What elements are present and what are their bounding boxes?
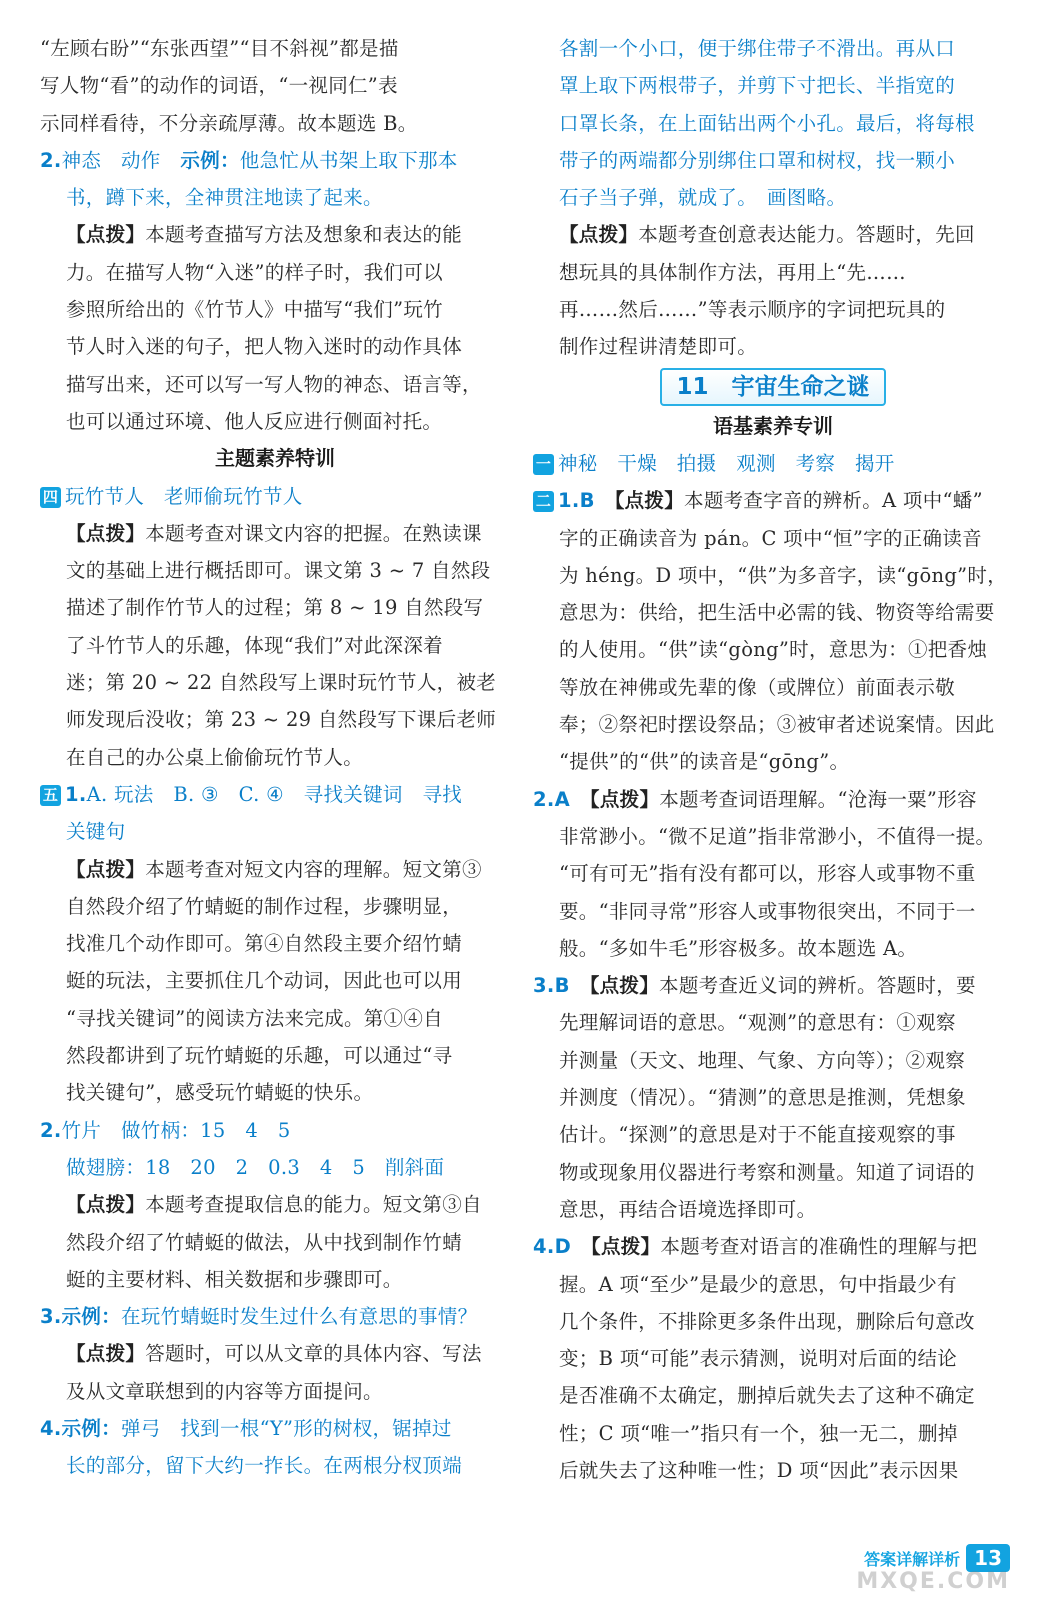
question-number: 4.: [533, 1235, 555, 1259]
answer-line: 石子当子弹，就成了。 画图略。: [559, 186, 847, 210]
tip-label: 【点拨】: [66, 1342, 146, 1366]
text-line: 制作过程讲清楚即可。: [559, 335, 758, 359]
text-line: 是否准确不太确定，删掉后就失去了这种不确定: [559, 1384, 975, 1408]
text-line: 在自己的办公桌上偷偷玩竹节人。: [66, 745, 364, 769]
answer-line: 各割一个小口，便于绑住带子不滑出。再从口: [559, 37, 956, 60]
answer-line: 关键句: [66, 820, 126, 844]
text-line: 自然段介绍了竹蜻蜓的制作过程，步骤明显，: [66, 894, 463, 918]
tip-label: 【点拨】: [66, 521, 146, 545]
tip-line: 【点拨】本题考查提取信息的能力。短文第③自: [66, 1193, 482, 1217]
watermark: MXQE.COM: [856, 1569, 1010, 1594]
text-line: 然段介绍了竹蜻蜓的做法，从中找到制作竹蜻: [66, 1230, 463, 1254]
answer-letter: A: [554, 787, 570, 811]
answer-line: 带子的两端都分别绑住口罩和树杈，找一颗小: [559, 148, 956, 172]
text-line: 再……然后……”等表示顺序的字词把玩具的: [559, 298, 946, 322]
text-line: 意思，再结合语境选择即可。: [559, 1197, 817, 1221]
answer-letter: B: [554, 974, 570, 998]
text-line: 描述了制作竹节人的过程；第 8 ~ 19 自然段写: [66, 596, 484, 620]
text-line: 然段都讲到了玩竹蜻蜓的乐趣，可以通过“寻: [66, 1044, 453, 1068]
text-line: 估计。“探测”的意思是对于不能直接观察的事: [559, 1123, 956, 1147]
question-number: 3.: [533, 974, 555, 998]
section-mark: 五: [40, 785, 61, 806]
answer-line: 4.示例：弹弓 找到一根“Y”形的树杈，锯掉过: [40, 1416, 452, 1440]
text-line: 力。在描写人物“入迷”的样子时，我们可以: [66, 260, 443, 284]
text-line: 找关键句”，感受玩竹蜻蜓的快乐。: [66, 1081, 374, 1105]
tip-line: 【点拨】答题时，可以从文章的具体内容、写法: [66, 1342, 482, 1366]
text-line: 奉；②祭祀时摆设祭品；③被审者述说案情。因此: [559, 713, 995, 737]
answer-line: 口罩长条，在上面钻出两个小孔。最后，将每根: [559, 111, 975, 135]
question-number: 1.: [65, 782, 87, 806]
tip-label: 【点拨】: [590, 1235, 661, 1259]
text-line: 蜓的主要材料、相关数据和步骤即可。: [66, 1267, 403, 1291]
tip-label: 【点拨】: [614, 489, 685, 513]
text-line: 性；C 项“唯一”指只有一个，独一无二，删掉: [559, 1421, 958, 1445]
answer-letter: B: [579, 489, 595, 513]
answer-line: 2.神态 动作 示例：他急忙从书架上取下那本: [40, 148, 458, 172]
example-label: 示例：: [180, 148, 240, 172]
text-line: 并测量（天文、地理、气象、方向等）；②观察: [559, 1048, 966, 1072]
question-number: 3.: [40, 1305, 62, 1329]
text-line: 节人时入迷的句子，把人物入迷时的动作具体: [66, 335, 463, 359]
answer-line: 书，蹲下来，全神贯注地读了起来。: [66, 186, 383, 210]
text-line: 示同样看待，不分亲疏厚薄。故本题选 B。: [40, 111, 418, 135]
text-line: “提供”的“供”的读音是“gōng”。: [559, 750, 850, 774]
question-number: 2.: [40, 148, 62, 172]
text-line: “寻找关键词”的阅读方法来完成。第①④自: [66, 1006, 443, 1030]
tip-line: 二 1.B 【点拨】本题考查字音的辨析。A 项中“蟠”: [533, 482, 1013, 519]
section-heading: 主题素养特训: [215, 446, 335, 471]
section-heading: 语基素养专训: [713, 413, 833, 438]
tip-line: 4.D 【点拨】本题考查对语言的准确性的理解与把: [533, 1235, 978, 1259]
tip-line: 【点拨】本题考查对课文内容的把握。在熟读课: [66, 521, 482, 545]
lesson-title: 11 宇宙生命之谜: [660, 368, 885, 406]
tip-line: 【点拨】本题考查对短文内容的理解。短文第③: [66, 857, 482, 881]
text-line: 写人物“看”的动作的词语，“一视同仁”表: [40, 74, 398, 98]
tip-line: 【点拨】本题考查描写方法及想象和表达的能: [66, 223, 463, 247]
question-number: 4.: [40, 1416, 62, 1440]
text-line: 描写出来，还可以写一写人物的神态、语言等，: [66, 372, 482, 396]
text-line: “可有可无”指有没有都可以，形容人或事物不重: [559, 862, 976, 886]
tip-label: 【点拨】: [559, 223, 639, 247]
text-line: 几个条件，不排除更多条件出现，删除后句意改: [559, 1309, 975, 1333]
tip-label: 【点拨】: [589, 787, 660, 811]
text-line: 握。A 项“至少”是最少的意思，句中指最少有: [559, 1272, 957, 1296]
text-line: 参照所给出的《竹节人》中描写“我们”玩竹: [66, 298, 443, 322]
text-line: 后就失去了这种唯一性；D 项“因此”表示因果: [559, 1458, 959, 1482]
text-line: 找准几个动作即可。第④自然段主要介绍竹蜻: [66, 932, 463, 956]
tip-label: 【点拨】: [66, 1193, 146, 1217]
example-label: 示例：: [61, 1305, 121, 1329]
text-line: 的人使用。“供”读“gòng”时，意思为：①把香烛: [559, 638, 988, 662]
answer-line: 2.竹片 做竹柄：15 4 5: [40, 1118, 291, 1142]
lesson-banner: [533, 366, 1013, 408]
tip-line: 2.A 【点拨】本题考查词语理解。“沧海一粟”形容: [533, 787, 977, 811]
question-number: 2.: [533, 787, 555, 811]
tip-line: 【点拨】本题考查创意表达能力。答题时，先回: [559, 223, 975, 247]
text-line: 了斗竹节人的乐趣，体现“我们”对此深深着: [66, 633, 443, 657]
page-number: 13: [966, 1544, 1010, 1572]
text-line: 想玩具的具体制作方法，再用上“先……: [559, 260, 906, 284]
right-column: [533, 30, 1013, 1489]
text-line: 文的基础上进行概括即可。课文第 3 ~ 7 自然段: [66, 559, 491, 583]
tip-label: 【点拨】: [66, 857, 146, 881]
section-mark: 一: [533, 454, 554, 475]
text-line: 物或现象用仪器进行考察和测量。知道了词语的: [559, 1160, 975, 1184]
answer-line: 长的部分，留下大约一拃长。在两根分杈顶端: [66, 1454, 463, 1478]
answer-line: 一 神秘 干燥 拍摄 观测 考察 揭开: [533, 445, 1013, 482]
text-line: 字的正确读音为 pán。C 项中“恒”字的正确读音: [559, 526, 982, 550]
tip-label: 【点拨】: [66, 223, 146, 247]
answer-line: 罩上取下两根带子，并剪下寸把长、半指宽的: [559, 74, 956, 98]
left-column: [40, 30, 510, 1485]
text-line: 并测度（情况）。“猜测”的意思是推测，凭想象: [559, 1086, 966, 1110]
text-line: 迷；第 20 ~ 22 自然段写上课时玩竹节人，被老: [66, 671, 497, 695]
text-line: 变；B 项“可能”表示猜测，说明对后面的结论: [559, 1347, 958, 1371]
section-mark: 四: [40, 487, 61, 508]
text-line: 也可以通过环境、他人反应进行侧面衬托。: [66, 409, 443, 433]
answer-line: 做翅膀：18 20 2 0.3 4 5 削斜面: [66, 1155, 445, 1179]
footer-label: 答案详解详析: [864, 1549, 961, 1569]
answer-line: 3.示例：在玩竹蜻蜓时发生过什么有意思的事情？: [40, 1305, 478, 1329]
answer-letter: D: [554, 1235, 572, 1259]
section-mark: 二: [533, 491, 554, 512]
text-line: 及从文章联想到的内容等方面提问。: [66, 1379, 383, 1403]
text-line: 先理解词语的意思。“观测”的意思有：①观察: [559, 1011, 956, 1035]
question-number: 2.: [40, 1118, 62, 1142]
answer-line: 四 玩竹节人 老师偷玩竹节人: [40, 478, 510, 515]
text-line: “左顾右盼”“东张西望”“目不斜视”都是描: [40, 37, 399, 60]
text-line: 般。“多如牛毛”形容极多。故本题选 A。: [559, 936, 918, 960]
tip-line: 3.B 【点拨】本题考查近义词的辨析。答题时，要: [533, 974, 976, 998]
text-line: 要。“非同寻常”形容人或事物很突出，不同于一: [559, 899, 976, 923]
question-number: 1.: [558, 489, 580, 513]
answer-line: 五 1.A. 玩法 B. ③ C. ④ 寻找关键词 寻找: [40, 776, 510, 813]
text-line: 意思为：供给，把生活中必需的钱、物资等给需要: [559, 601, 995, 625]
text-line: 非常渺小。“微不足道”指非常渺小，不值得一提。: [559, 824, 996, 848]
example-label: 示例：: [61, 1416, 121, 1440]
text-line: 蜓的玩法，主要抓住几个动词，因此也可以用: [66, 969, 463, 993]
tip-label: 【点拨】: [589, 974, 660, 998]
text-line: 等放在神佛或先辈的像（或牌位）前面表示敬: [559, 675, 956, 699]
text-line: 师发现后没收；第 23 ~ 29 自然段写下课后老师: [66, 708, 497, 732]
text-line: 为 héng。D 项中，“供”为多音字，读“gōng”时，: [559, 563, 1008, 587]
